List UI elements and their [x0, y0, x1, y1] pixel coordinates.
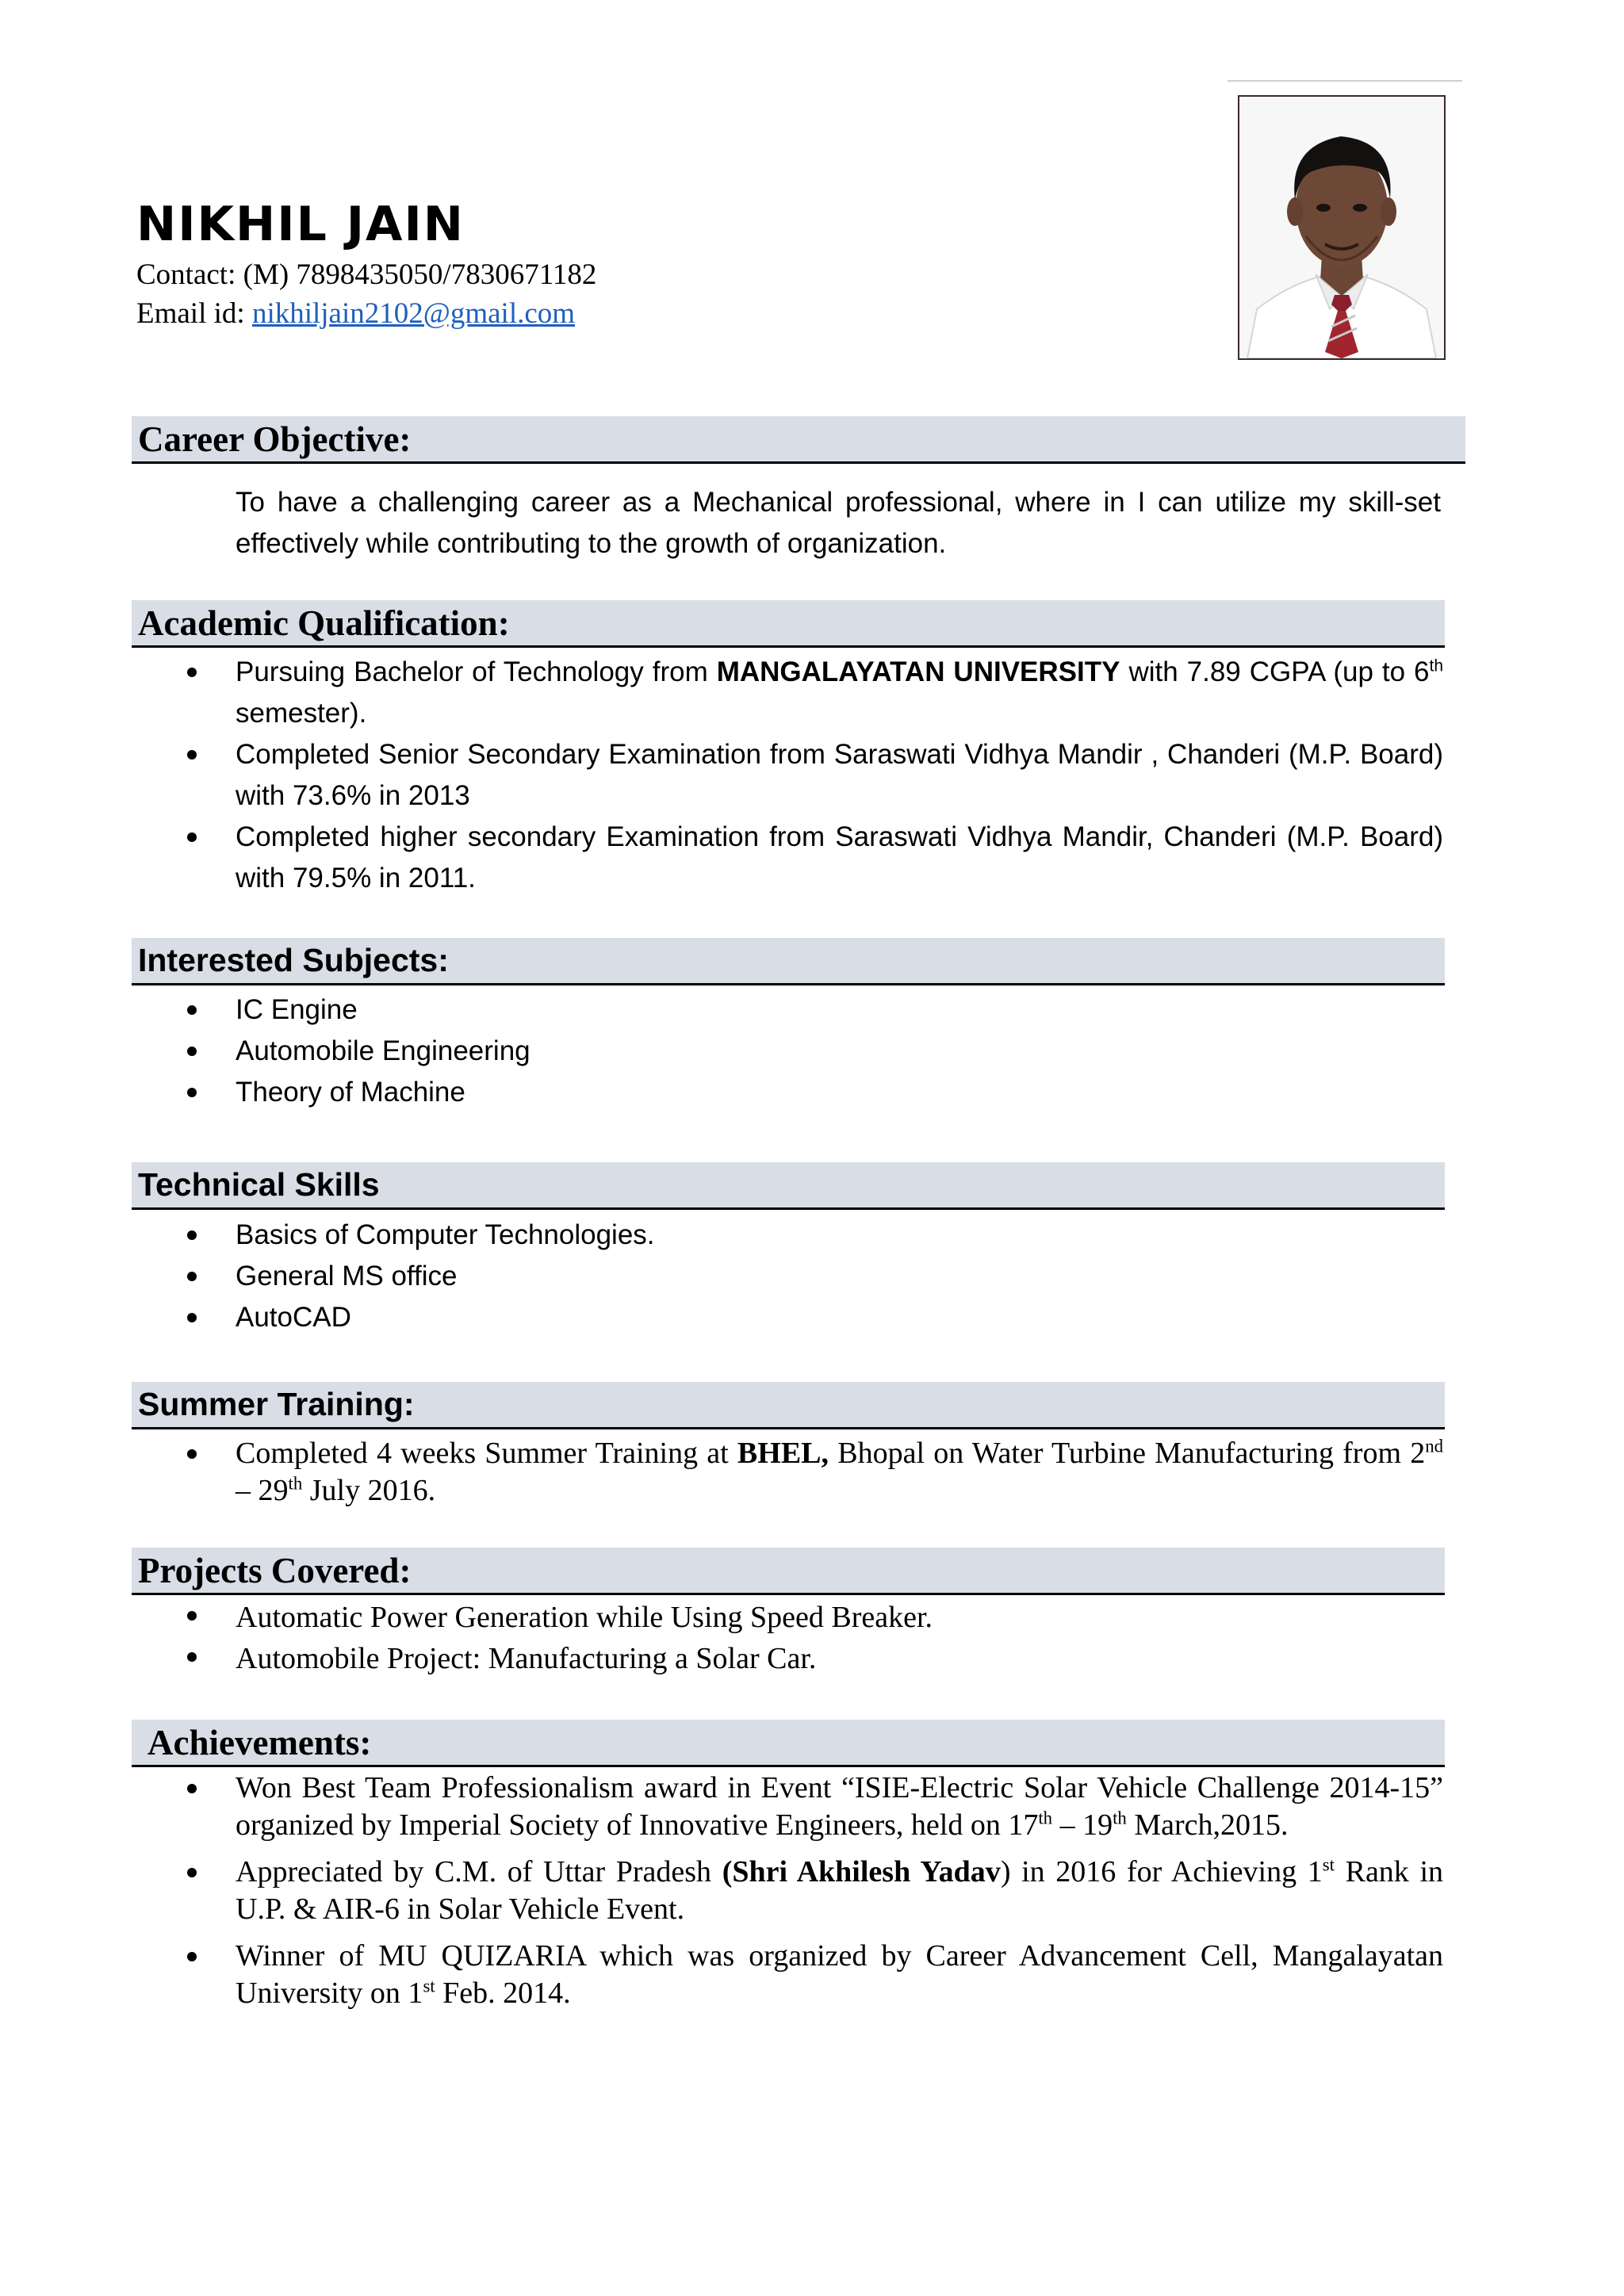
- academic-list: [0, 652, 1624, 899]
- list-item: Completed higher secondary Examination from Saraswati Vidhya Mandir, Chanderi (M.P. Board) with 79.5% in 2011.: [0, 817, 1624, 899]
- list-item: Theory of Machine: [0, 1072, 1624, 1113]
- heading-text: Interested Subjects:: [138, 942, 449, 978]
- email-line: [136, 297, 575, 331]
- heading-text: Academic Qualification:: [138, 603, 510, 643]
- list-item: Pursuing Bachelor of Technology from MANGALAYATAN UNIVERSITY with 7.89 CGPA (up to 6th semester).: [0, 652, 1624, 734]
- section-heading-projects: [132, 1548, 1445, 1595]
- list-item: Basics of Computer Technologies.: [0, 1215, 1624, 1256]
- heading-text: Career Objective:: [138, 419, 412, 459]
- contact-label: Contact:: [136, 258, 236, 291]
- list-item: Appreciated by C.M. of Uttar Pradesh (Shri Akhilesh Yadav) in 2016 for Achieving 1st Rank in U.P. & AIR-6 in Solar Vehicle Event.: [0, 1854, 1624, 1928]
- email-link[interactable]: nikhiljain2102@gmail.com: [251, 297, 576, 330]
- list-item: Completed Senior Secondary Examination from Saraswati Vidhya Mandir , Chanderi (M.P. Board) with 73.6% in 2013: [0, 734, 1624, 817]
- section-heading-summer-training: [132, 1382, 1445, 1429]
- section-heading-achievements: [132, 1720, 1445, 1767]
- list-item: IC Engine: [0, 989, 1624, 1031]
- list-item: AutoCAD: [0, 1297, 1624, 1338]
- photo-top-rule: [1228, 80, 1462, 82]
- achievements-list: [0, 1770, 1624, 2012]
- profile-photo: [1238, 95, 1446, 360]
- section-heading-interested-subjects: [132, 938, 1445, 985]
- career-objective-text: To have a challenging career as a Mechanical professional, where in I can utilize my skill-set effectively while contributing to the growth of organization.: [236, 487, 1441, 559]
- list-item: Completed 4 weeks Summer Training at BHEL, Bhopal on Water Turbine Manufacturing from 2nd – 29th July 2016.: [0, 1435, 1624, 1510]
- section-heading-technical-skills: [132, 1162, 1445, 1210]
- email-label: Email id:: [136, 297, 245, 330]
- heading-text: Achievements:: [147, 1722, 372, 1762]
- technical-skills-list: [0, 1215, 1624, 1338]
- projects-list: [0, 1597, 1624, 1679]
- heading-text: Summer Training:: [138, 1386, 415, 1422]
- list-item: Automatic Power Generation while Using Speed Breaker.: [0, 1597, 1624, 1638]
- heading-text: Projects Covered:: [138, 1550, 412, 1590]
- list-item: Winner of MU QUIZARIA which was organized by Career Advancement Cell, Mangalayatan University on 1st Feb. 2014.: [0, 1938, 1624, 2012]
- summer-training-list: [0, 1435, 1624, 1510]
- portrait-illustration: [1239, 97, 1444, 358]
- heading-text: Technical Skills: [138, 1166, 380, 1203]
- list-item: Won Best Team Professionalism award in Event “ISIE-Electric Solar Vehicle Challenge 2014-15” organized by Imperial Society of Innovative Engineers, held on 17th – 19th March,2015.: [0, 1770, 1624, 1844]
- list-item: Automobile Project: Manufacturing a Solar Car.: [0, 1638, 1624, 1679]
- list-item: General MS office: [0, 1256, 1624, 1297]
- interested-subjects-list: [0, 989, 1624, 1113]
- contact-line: [136, 258, 596, 292]
- list-item: Automobile Engineering: [0, 1031, 1624, 1072]
- candidate-name: NIKHIL JAIN: [136, 197, 465, 252]
- section-heading-academic: [132, 600, 1445, 648]
- section-heading-career-objective: [132, 416, 1465, 464]
- contact-phone: (M) 7898435050/7830671182: [243, 258, 597, 291]
